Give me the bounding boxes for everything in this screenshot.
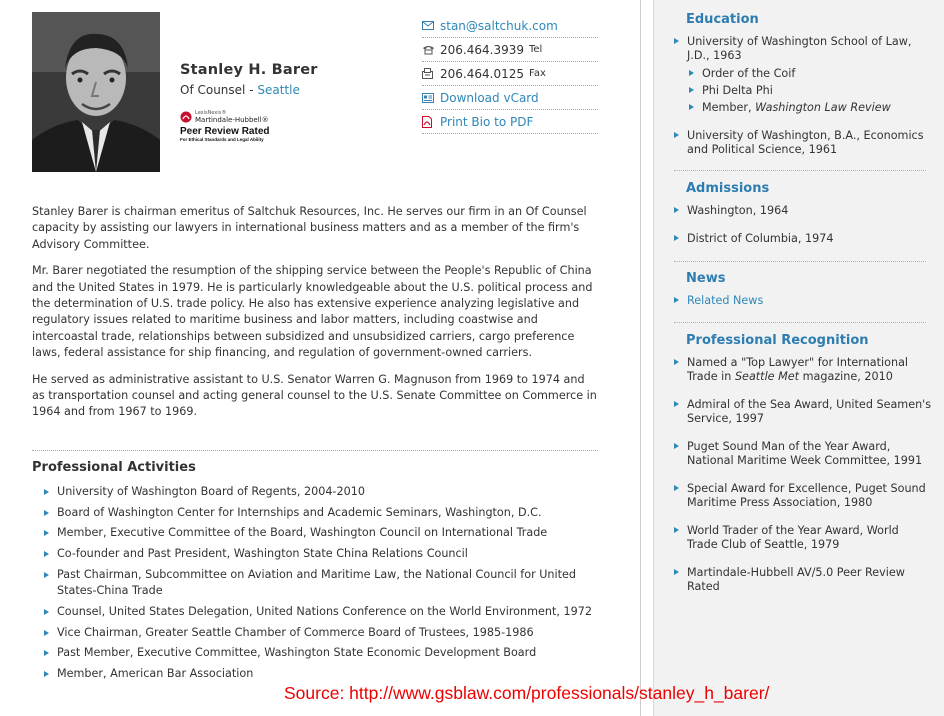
martindale-badge: [180, 110, 290, 142]
honors-list: [687, 67, 932, 115]
list-item: [674, 356, 932, 384]
activities-heading: Professional Activities: [32, 460, 196, 475]
list-item: Board of Washington Center for Internships and Academic Seminars, Washington, D.C.: [44, 505, 599, 522]
list-item: Order of the Coif: [689, 67, 932, 81]
admissions-list: [674, 204, 932, 260]
position-label: Of Counsel: [180, 83, 246, 97]
bio-paragraph: Mr. Barer negotiated the resumption of the shipping service between the People's Republic of China and the United States in 1979. He is particularly knowledgeable about the U.S. political process and the determination of U.S. trade policy. He also has extensive experience analyzing legislative and regulatory issues related to maritime business and labor matters, including coastwise and intercoastal trade, relationships between subsidized and unsubsidized carriers, cargo preference laws, federal assistance for ship financing, and regulation of government-owned carriers.: [32, 264, 593, 360]
martindale-logo-icon: [180, 111, 192, 123]
news-list: [674, 294, 932, 322]
badge-lexis: LexisNexis®: [195, 110, 227, 116]
review-name: Washington Law Review: [755, 101, 891, 114]
top-lawyer-suffix: magazine, 2010: [799, 370, 893, 383]
list-item: [689, 101, 932, 115]
list-item: Vice Chairman, Greater Seattle Chamber of Commerce Board of Trustees, 1985-1986: [44, 625, 599, 642]
list-item: University of Washington, B.A., Economics and Political Science, 1961: [674, 129, 932, 157]
badge-rated: Peer Review Rated: [180, 126, 270, 137]
title-separator: -: [245, 83, 258, 97]
education-uw-law: University of Washington School of Law, J.D., 1963: [687, 35, 912, 62]
envelope-icon: [422, 21, 440, 30]
print-pdf-link[interactable]: Print Bio to PDF: [440, 114, 534, 129]
fax-row: [422, 62, 598, 86]
activities-list: [44, 484, 599, 687]
list-item: Co-founder and Past President, Washington State China Relations Council: [44, 546, 599, 563]
seattle-met-name: Seattle Met: [734, 370, 800, 383]
list-item: [674, 35, 932, 115]
sidebar-divider: [674, 170, 926, 171]
list-item: Washington, 1964: [674, 204, 932, 218]
attorney-title: [180, 83, 318, 97]
admissions-heading: Admissions: [686, 181, 770, 196]
pdf-row: [422, 110, 598, 134]
badge-sub: For Ethical Standards and Legal Ability: [180, 137, 264, 142]
attorney-name: Stanley H. Barer: [180, 62, 318, 78]
pdf-icon: [422, 116, 440, 128]
list-item: Special Award for Excellence, Puget Sound Maritime Press Association, 1980: [674, 482, 932, 510]
education-heading: Education: [686, 12, 759, 27]
list-item: Past Member, Executive Committee, Washington State Economic Development Board: [44, 645, 599, 662]
list-item: District of Columbia, 1974: [674, 232, 932, 246]
badge-mh: Martindale-Hubbell®: [195, 116, 269, 124]
related-news-link[interactable]: Related News: [687, 294, 764, 307]
sidebar-divider: [674, 261, 926, 262]
recognition-heading: Professional Recognition: [686, 333, 869, 348]
profile-photo: [32, 12, 160, 172]
bio-paragraph: Stanley Barer is chairman emeritus of Saltchuk Resources, Inc. He serves our firm in an Of Counsel capacity by assisting our lawyers in international business matters and as a member of the firm's Advisory Committee.: [32, 205, 587, 251]
top-lawyer-prefix: Named a "Top Lawyer" for International Trade in: [687, 356, 909, 383]
office-link[interactable]: Seattle: [257, 83, 300, 97]
list-item: Counsel, United States Delegation, United Nations Conference on the World Environment, 1972: [44, 604, 599, 621]
download-vcard-link[interactable]: Download vCard: [440, 90, 539, 105]
list-item: Member, American Bar Association: [44, 666, 599, 683]
contact-list: [422, 14, 598, 134]
tel-label: Tel: [528, 44, 543, 55]
recognition-list: [674, 356, 932, 608]
sidebar-divider: [674, 322, 926, 323]
review-prefix: Member,: [702, 101, 756, 114]
email-row: [422, 14, 598, 38]
fax-icon: [422, 68, 440, 79]
source-caption: Source: http://www.gsblaw.com/professionals/stanley_h_barer/: [284, 683, 770, 703]
section-divider: [32, 450, 598, 451]
biography: [32, 204, 598, 431]
list-item: World Trader of the Year Award, World Trade Club of Seattle, 1979: [674, 524, 932, 552]
fax-number: 206.464.0125: [440, 66, 524, 81]
list-item: Phi Delta Phi: [689, 84, 932, 98]
news-heading: News: [686, 271, 726, 286]
vcard-row: [422, 86, 598, 110]
vcard-icon: [422, 93, 440, 103]
tel-number: 206.464.3939: [440, 42, 524, 57]
list-item: [674, 294, 932, 308]
bio-paragraph: He served as administrative assistant to U.S. Senator Warren G. Magnuson from 1969 to 1974 and as transportation counsel and acting general counsel to the U.S. Senate Committee on Commerce in 1964 and from 1967 to 1969.: [32, 372, 597, 419]
phone-icon: [422, 45, 440, 55]
education-list: [674, 35, 932, 171]
list-item: Past Chairman, Subcommittee on Aviation and Maritime Law, the National Council for United States-China Trade: [44, 567, 599, 600]
name-block: [180, 62, 318, 97]
list-item: University of Washington Board of Regents, 2004-2010: [44, 484, 599, 501]
list-item: Admiral of the Sea Award, United Seamen's Service, 1997: [674, 398, 932, 426]
fax-label: Fax: [528, 68, 546, 79]
tel-row: [422, 38, 598, 62]
list-item: Martindale-Hubbell AV/5.0 Peer Review Rated: [674, 566, 932, 594]
list-item: Member, Executive Committee of the Board, Washington Council on International Trade: [44, 525, 599, 542]
list-item: Puget Sound Man of the Year Award, National Maritime Week Committee, 1991: [674, 440, 932, 468]
email-link[interactable]: stan@saltchuk.com: [440, 18, 558, 33]
